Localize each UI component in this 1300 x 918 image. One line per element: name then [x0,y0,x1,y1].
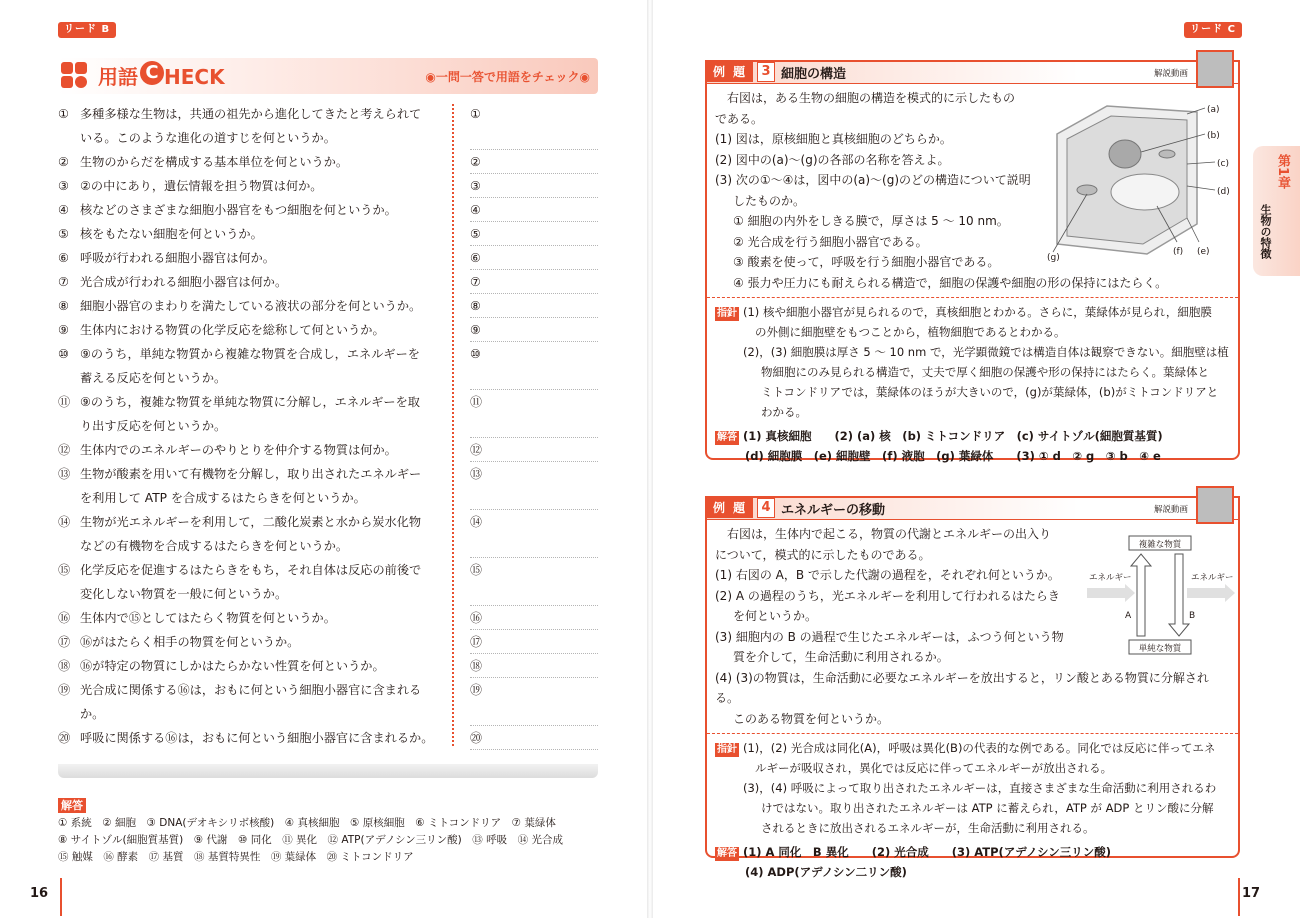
question-text: 多種多様な生物は，共通の祖先から進化してきたと考えられて [80,107,422,121]
question-text: ⑨のうち，複雑な物質を単純な物質に分解し，エネルギーを取 [80,395,420,409]
term-check-subtitle: ◉一問一答で用語をチェック◉ [425,70,590,84]
chapter-title: 生物の特徴 [1259,204,1272,259]
question-item [58,198,442,222]
right-page [650,0,1300,918]
term-check-header [58,58,598,94]
answer-blank[interactable]: ⑥ [470,246,598,270]
answer-blank[interactable]: ⑬ [470,462,598,510]
answer-blank[interactable]: ④ [470,198,598,222]
page-bar [1238,878,1240,916]
question-text: いる。このような進化の道すじを何というか。 [80,131,336,145]
term-check-title: 用語 C HECK [98,62,225,89]
question-number: ⑲ [58,683,71,697]
answer-blank[interactable]: ⑯ [470,606,598,630]
question-text: 核などのさまざまな細胞小器官をもつ細胞を何というか。 [80,203,397,217]
example-body: 右図は，ある生物の細胞の構造を模式的に示したもの である。 (1) 図は，原核細胞と真核細胞のどちらか。 (2) 図中の(a)～(g)の各部の名称を答えよ。 (3) 次の①～④は，図中の(a)～(g)のどの構造について説明 したものか。 ① 細胞の内外をしきる膜で，厚さは 5 ～ 10 nm。 ② 光合成を行う細胞小器官である。 ③ 酸素を使って，呼吸を行う細胞小器官である。 ④ 張力や圧力にも耐えられる構造で，細胞の保護や細胞の形の保持にはたらく。 [715,91,1168,290]
question-text: 生物が酸素を用いて有機物を分解し，取り出されたエネルギー [80,467,422,481]
question-text: ⑨のうち，単純な物質から複雑な物質を合成し，エネルギーを [80,347,420,361]
check-icon [61,62,89,90]
section-footer [58,764,598,778]
diagram-label: (f) [1173,247,1184,257]
question-text: ②の中にあり，遺伝情報を担う物質は何か。 [80,179,323,193]
diagram-label: (e) [1197,247,1210,257]
question-text: などの有機物を合成するはたらきを何というか。 [80,539,349,553]
answer-blank[interactable]: ① [470,102,598,150]
question-number: ⑯ [58,611,71,625]
example-number: 3 [757,62,775,82]
question-number: ③ [58,179,69,193]
example-4 [705,496,1240,879]
question-number: ⑪ [58,395,71,409]
question-item [58,630,442,654]
question-item [58,342,442,390]
question-number: ① [58,107,69,121]
diagram-label: (g) [1047,253,1060,263]
answer-blank[interactable]: ⑦ [470,270,598,294]
question-item [58,390,442,438]
answer-blank[interactable]: ③ [470,174,598,198]
answers-block [58,815,598,866]
example-body: 右図は，生体内で起こる，物質の代謝とエネルギーの出入り について，模式的に示したものである。 (1) 右図の A，B で示した代謝の過程を，それぞれ何というか。 (2) A の過程のうち，光エネルギーを利用して行われるはたらき を何というか。 (3) 細胞内の B の過程で生じたエネルギーは，ふつう何という物 質を介して，生命活動に利用されるか。 (4) (3)の物質は，生命活動に必要なエネルギーを放出すると，リン酸とある物質に分解される。 このある物質を何というか。 [715,527,1209,726]
lead-tag: リード B [58,22,116,38]
page-number: 16 [30,886,49,901]
svg-text:単純な物質: 単純な物質 [1138,644,1182,654]
answer-blank[interactable]: ⑳ [470,726,598,750]
question-text: 生体内で⑮としてはたらく物質を何というか。 [80,611,336,625]
question-number: ⑥ [58,251,69,265]
answer-blank[interactable]: ② [470,150,598,174]
question-item [58,246,442,270]
question-text: 生体内でのエネルギーのやりとりを仲介する物質は何か。 [80,443,397,457]
metabolism-diagram [1087,526,1237,656]
question-text: 生物のからだを構成する基本単位を何というか。 [80,155,349,169]
page-number: 17 [1242,886,1261,901]
video-label: 解説動画 [1153,69,1188,79]
example-title: エネルギーの移動 [781,503,886,518]
svg-text:B: B [1189,611,1196,621]
plant-cell-diagram [1047,94,1232,264]
answer-block: 解答 (1) A 同化 B 異化 (2) 光合成 (3) ATP(アデノシン三リン酸) (4) ADP(アデノシン二リン酸) [717,845,1111,879]
svg-text:エネルギー: エネルギー [1191,573,1234,583]
question-text: 蓄える反応を何というか。 [80,371,227,385]
divider [452,104,454,746]
question-number: ⑨ [58,323,69,337]
question-text: ⑯が特定の物質にしかはたらかない性質を何というか。 [80,659,385,673]
video-qr-thumb[interactable] [1196,50,1234,88]
example-title: 細胞の構造 [781,67,847,82]
answer-blank[interactable]: ⑲ [470,678,598,726]
question-number: ⑩ [58,347,69,361]
answer-blank[interactable]: ⑤ [470,222,598,246]
question-item [58,174,442,198]
answers-line: ⑧ サイトゾル(細胞質基質) ⑨ 代謝 ⑩ 同化 ⑪ 異化 ⑫ ATP(アデノシン三リン酸) ⑬ 呼吸 ⑭ 光合成 [58,834,563,846]
question-text: 光合成に関係する⑯は，おもに何という細胞小器官に含まれる [80,683,422,697]
question-text: を利用して ATP を合成するはたらきを何というか。 [80,491,366,505]
chapter-tab [1253,146,1300,276]
question-item [58,102,442,150]
diagram-label: (b) [1207,131,1220,141]
answer-blank[interactable]: ⑩ [470,342,598,390]
question-text: 呼吸が行われる細胞小器官は何か。 [80,251,275,265]
page-bar [60,878,62,916]
diagram-label: (d) [1217,187,1230,197]
question-number: ⑦ [58,275,69,289]
question-text: 核をもたない細胞を何というか。 [80,227,263,241]
question-item [58,678,442,726]
question-text: 化学反応を促進するはたらきをもち，それ自体は反応の前後で [80,563,422,577]
question-item [58,558,442,606]
question-text: ⑯がはたらく相手の物質を何というか。 [80,635,300,649]
answer-blank[interactable]: ⑧ [470,294,598,318]
video-qr-thumb[interactable] [1196,486,1234,524]
question-number: ⑬ [58,467,71,481]
question-number: ⑮ [58,563,71,577]
chapter-label: 第1章 [1275,154,1290,190]
answer-blank[interactable]: ⑱ [470,654,598,678]
svg-text:エネルギー: エネルギー [1089,573,1132,583]
example-label: 例 題 [707,62,753,82]
question-item [58,606,442,630]
example-3 [705,60,1240,463]
video-label: 解説動画 [1153,505,1188,515]
question-number: ⑫ [58,443,71,457]
question-number: ⑧ [58,299,69,313]
answers-line: ⑮ 触媒 ⑯ 酵素 ⑰ 基質 ⑱ 基質特異性 ⑲ 葉緑体 ⑳ ミトコンドリア [58,851,414,863]
question-item [58,654,442,678]
question-list [58,102,442,750]
answers-line: ① 系統 ② 細胞 ③ DNA(デオキシリボ核酸) ④ 真核細胞 ⑤ 原核細胞 ⑥ ミトコンドリア ⑦ 葉緑体 [58,817,556,829]
answer-blank[interactable]: ⑮ [470,558,598,606]
question-text: 生体内における物質の化学反応を総称して何というか。 [80,323,385,337]
question-item [58,318,442,342]
question-text: 呼吸に関係する⑯は，おもに何という細胞小器官に含まれるか。 [80,731,434,745]
question-item [58,510,442,558]
answer-blank[interactable]: ⑫ [470,438,598,462]
question-number: ⑱ [58,659,71,673]
question-number: ② [58,155,69,169]
answers-label: 解答 [58,798,86,813]
question-text: 光合成が行われる細胞小器官は何か。 [80,275,288,289]
example-header [707,498,1238,520]
answer-blank-list [470,102,598,750]
answer-blank[interactable]: ⑰ [470,630,598,654]
question-text: り出す反応を何というか。 [80,419,227,433]
question-item [58,438,442,462]
question-item [58,294,442,318]
question-number: ⑤ [58,227,69,241]
example-header [707,62,1238,84]
answer-blank[interactable]: ⑭ [470,510,598,558]
question-item [58,150,442,174]
question-text: か。 [80,707,105,721]
question-text: 細胞小器官のまわりを満たしている液状の部分を何というか。 [80,299,422,313]
question-number: ⑭ [58,515,71,529]
question-number: ④ [58,203,69,217]
question-number: ⑰ [58,635,71,649]
hint-block: 指針 (1)，(2) 光合成は同化(A)，呼吸は異化(B)の代表的な例である。同化では反応に伴ってエネ ルギーが吸収され，異化では反応に伴ってエネルギーが放出される。 (3)，(4) 呼吸によって取り出されたエネルギーは，直接さまざまな生命活動に利用されるわ けではない。取り出されたエネルギーは ATP に蓄えられ，ATP が ADP とリン酸に分解 されるときに放出されるエネルギーが，生命活動に利用される。 [707,733,1238,842]
answer-block: 解答 (1) 真核細胞 (2) (a) 核 (b) ミトコンドリア (c) サイトゾル(細胞質基質) (d) 細胞膜 (e) 細胞壁 (f) 液胞 (g) 葉緑体 (3) ① d ② g ③ b ④ e [717,429,1163,463]
diagram-label: (c) [1217,159,1229,169]
example-label: 例 題 [707,498,753,518]
example-number: 4 [757,498,775,518]
question-text: 生物が光エネルギーを利用して，二酸化炭素と水から炭水化物 [80,515,422,529]
svg-text:複雑な物質: 複雑な物質 [1138,540,1182,550]
question-number: ⑳ [58,731,71,745]
svg-text:A: A [1125,611,1132,621]
question-item [58,726,442,750]
answer-blank[interactable]: ⑨ [470,318,598,342]
hint-block: 指針 (1) 核や細胞小器官が見られるので，真核細胞とわかる。さらに，葉緑体が見られ，細胞膜 の外側に細胞壁をもつことから，植物細胞であるとわかる。 (2)，(3) 細胞膜は厚さ 5 ～ 10 nm で，光学顕微鏡では構造自体は観察できない。細胞壁は植 物細胞にのみ見られる構造で，丈夫で厚く細胞の保護や形の保持にはたらく。葉緑体と ミトコンドリアでは，葉緑体のほうが大きいので，(g)が葉緑体，(b)がミトコンドリアと わかる。 [707,297,1238,426]
answer-blank[interactable]: ⑪ [470,390,598,438]
question-text: 変化しない物質を一般に何というか。 [80,587,288,601]
question-item [58,462,442,510]
diagram-label: (a) [1207,105,1220,115]
lead-tag: リード C [1184,22,1242,38]
question-item [58,270,442,294]
question-item [58,222,442,246]
